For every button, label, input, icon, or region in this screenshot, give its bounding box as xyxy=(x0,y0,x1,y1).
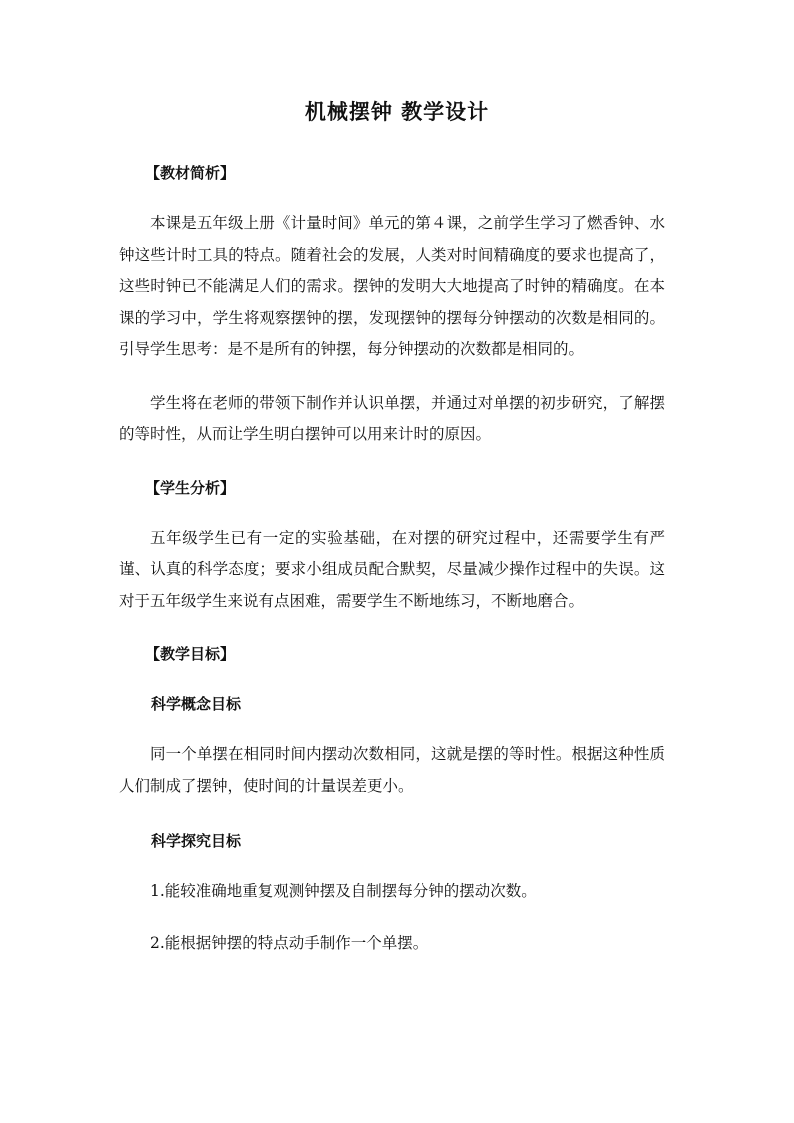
paragraph-textbook-analysis-2: 学生将在老师的带领下制作并认识单摆，并通过对单摆的初步研究，了解摆的等时性，从而让学生明白摆钟可以用来计时的原因。 xyxy=(119,393,665,443)
list-item-inquiry-1: 1.能较准确地重复观测钟摆及自制摆每分钟的摆动次数。 xyxy=(150,882,537,900)
section-heading-textbook-analysis: 【教材简析】 xyxy=(145,164,236,182)
paragraph-student-analysis: 五年级学生已有一定的实验基础，在对摆的研究过程中，还需要学生有严谨、认真的科学态度；要求小组成员配合默契，尽量减少操作过程中的失误。这对于五年级学生来说有点困难，需要学生不断地练习，不断地磨合。 xyxy=(119,528,665,610)
paragraph-textbook-analysis-1: 本课是五年级上册《计量时间》单元的第４课，之前学生学习了燃香钟、水钟这些计时工具的特点。随着社会的发展，人类对时间精确度的要求也提高了，这些时钟已不能满足人们的需求。摆钟的发明大大地提高了时钟的精确度。在本课的学习中，学生将观察摆钟的摆，发现摆钟的摆每分钟摆动的次数是相同的。引导学生思考：是不是所有的钟摆，每分钟摆动的次数都是相同的。 xyxy=(119,214,665,358)
subheading-science-inquiry: 科学探究目标 xyxy=(151,832,242,850)
subheading-science-concept: 科学概念目标 xyxy=(151,695,242,713)
document-title: 机械摆钟 教学设计 xyxy=(304,99,490,124)
section-heading-student-analysis: 【学生分析】 xyxy=(145,478,236,497)
list-item-inquiry-2: 2.能根据钟摆的特点动手制作一个单摆。 xyxy=(150,933,429,952)
document-body xyxy=(119,158,665,959)
paragraph-science-concept: 同一个单摆在相同时间内摆动次数相同，这就是摆的等时性。根据这种性质人们制成了摆钟，使时间的计量误差更小。 xyxy=(119,745,665,795)
section-heading-teaching-goals: 【教学目标】 xyxy=(145,645,236,663)
